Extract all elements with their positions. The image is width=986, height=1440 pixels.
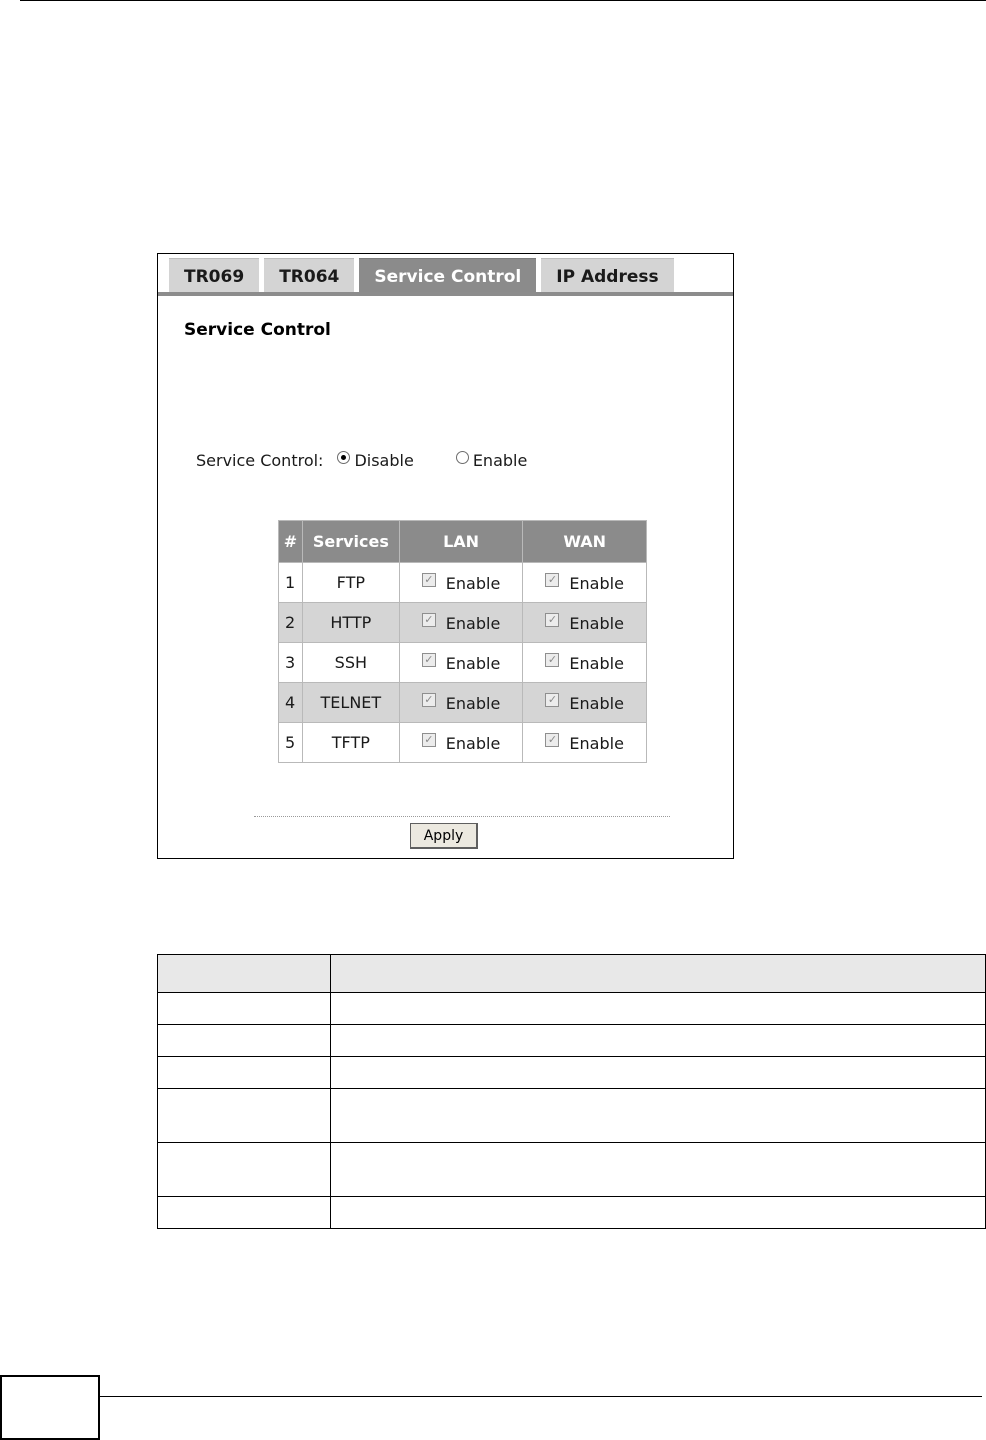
header-cell (158, 955, 331, 993)
lan-cell (399, 683, 523, 723)
header-rule (20, 0, 986, 1)
table-row (158, 993, 986, 1025)
table-cell (158, 1025, 331, 1057)
tab-tr064[interactable]: TR064 (264, 258, 354, 294)
description-table-header (158, 955, 986, 993)
checkbox-checked-disabled-icon[interactable]: ✓ (545, 733, 559, 747)
page-number-box (0, 1375, 100, 1440)
checkbox-checked-disabled-icon[interactable]: ✓ (422, 653, 436, 667)
table-cell (158, 1197, 331, 1229)
enable-label: Enable (472, 451, 528, 470)
radio-unselected-icon[interactable] (456, 451, 469, 464)
tab-underline (158, 292, 733, 296)
router-config-panel (157, 253, 734, 859)
table-row (158, 1143, 986, 1197)
table-row (158, 1197, 986, 1229)
wan-enable-label: Enable (569, 614, 624, 634)
service-name: TELNET (302, 683, 399, 723)
lan-cell (399, 563, 523, 603)
row-number: 2 (279, 603, 303, 643)
service-name: SSH (302, 643, 399, 683)
table-row (158, 1057, 986, 1089)
checkbox-checked-disabled-icon[interactable]: ✓ (422, 733, 436, 747)
disable-radio-option[interactable] (337, 451, 413, 470)
wan-enable-label: Enable (569, 654, 624, 674)
table-row (279, 603, 647, 643)
lan-enable-label: Enable (445, 614, 501, 634)
checkbox-checked-disabled-icon[interactable]: ✓ (422, 573, 436, 587)
services-table (278, 520, 647, 763)
checkbox-checked-disabled-icon[interactable]: ✓ (422, 613, 436, 627)
button-separator (254, 816, 670, 817)
table-cell (158, 1143, 331, 1197)
lan-cell (399, 643, 523, 683)
services-table-header (279, 521, 647, 563)
wan-cell (523, 723, 647, 763)
col-header-number: # (279, 521, 303, 563)
col-header-services: Services (302, 521, 399, 563)
table-cell (158, 1057, 331, 1089)
disable-label: Disable (354, 451, 414, 470)
lan-cell (399, 723, 523, 763)
table-cell (331, 993, 986, 1025)
row-number: 1 (279, 563, 303, 603)
service-control-radio-group (196, 451, 527, 470)
table-row (279, 643, 647, 683)
lan-enable-label: Enable (445, 574, 501, 594)
table-row (158, 1089, 986, 1143)
table-row (279, 683, 647, 723)
table-row (279, 563, 647, 603)
table-cell (331, 1089, 986, 1143)
wan-enable-label: Enable (569, 734, 624, 754)
service-name: FTP (302, 563, 399, 603)
row-number: 4 (279, 683, 303, 723)
service-name: HTTP (302, 603, 399, 643)
row-number: 5 (279, 723, 303, 763)
wan-enable-label: Enable (569, 574, 624, 594)
tab-ip-address[interactable]: IP Address (541, 258, 673, 294)
table-cell (158, 993, 331, 1025)
tab-bar (169, 258, 679, 294)
checkbox-checked-disabled-icon[interactable]: ✓ (545, 693, 559, 707)
table-cell (331, 1143, 986, 1197)
col-header-wan: WAN (523, 521, 647, 563)
tab-service-control[interactable]: Service Control (359, 258, 536, 294)
col-header-lan: LAN (399, 521, 523, 563)
table-row (279, 723, 647, 763)
enable-radio-option[interactable] (456, 451, 528, 470)
checkbox-checked-disabled-icon[interactable]: ✓ (422, 693, 436, 707)
table-cell (331, 1025, 986, 1057)
checkbox-checked-disabled-icon[interactable]: ✓ (545, 573, 559, 587)
checkbox-checked-disabled-icon[interactable]: ✓ (545, 653, 559, 667)
lan-cell (399, 603, 523, 643)
wan-enable-label: Enable (569, 694, 624, 714)
wan-cell (523, 643, 647, 683)
table-cell (331, 1057, 986, 1089)
footer-rule (100, 1396, 982, 1397)
wan-cell (523, 683, 647, 723)
table-cell (158, 1089, 331, 1143)
wan-cell (523, 603, 647, 643)
table-row (158, 1025, 986, 1057)
radio-selected-icon[interactable] (337, 451, 350, 464)
description-table (157, 954, 986, 1229)
service-name: TFTP (302, 723, 399, 763)
checkbox-checked-disabled-icon[interactable]: ✓ (545, 613, 559, 627)
row-number: 3 (279, 643, 303, 683)
section-title: Service Control (184, 320, 331, 340)
apply-button[interactable]: Apply (410, 823, 478, 849)
wan-cell (523, 563, 647, 603)
service-control-label: Service Control: (196, 451, 324, 470)
lan-enable-label: Enable (445, 654, 501, 674)
header-cell (331, 955, 986, 993)
lan-enable-label: Enable (445, 694, 501, 714)
lan-enable-label: Enable (445, 734, 501, 754)
tab-tr069[interactable]: TR069 (169, 258, 259, 294)
table-cell (331, 1197, 986, 1229)
